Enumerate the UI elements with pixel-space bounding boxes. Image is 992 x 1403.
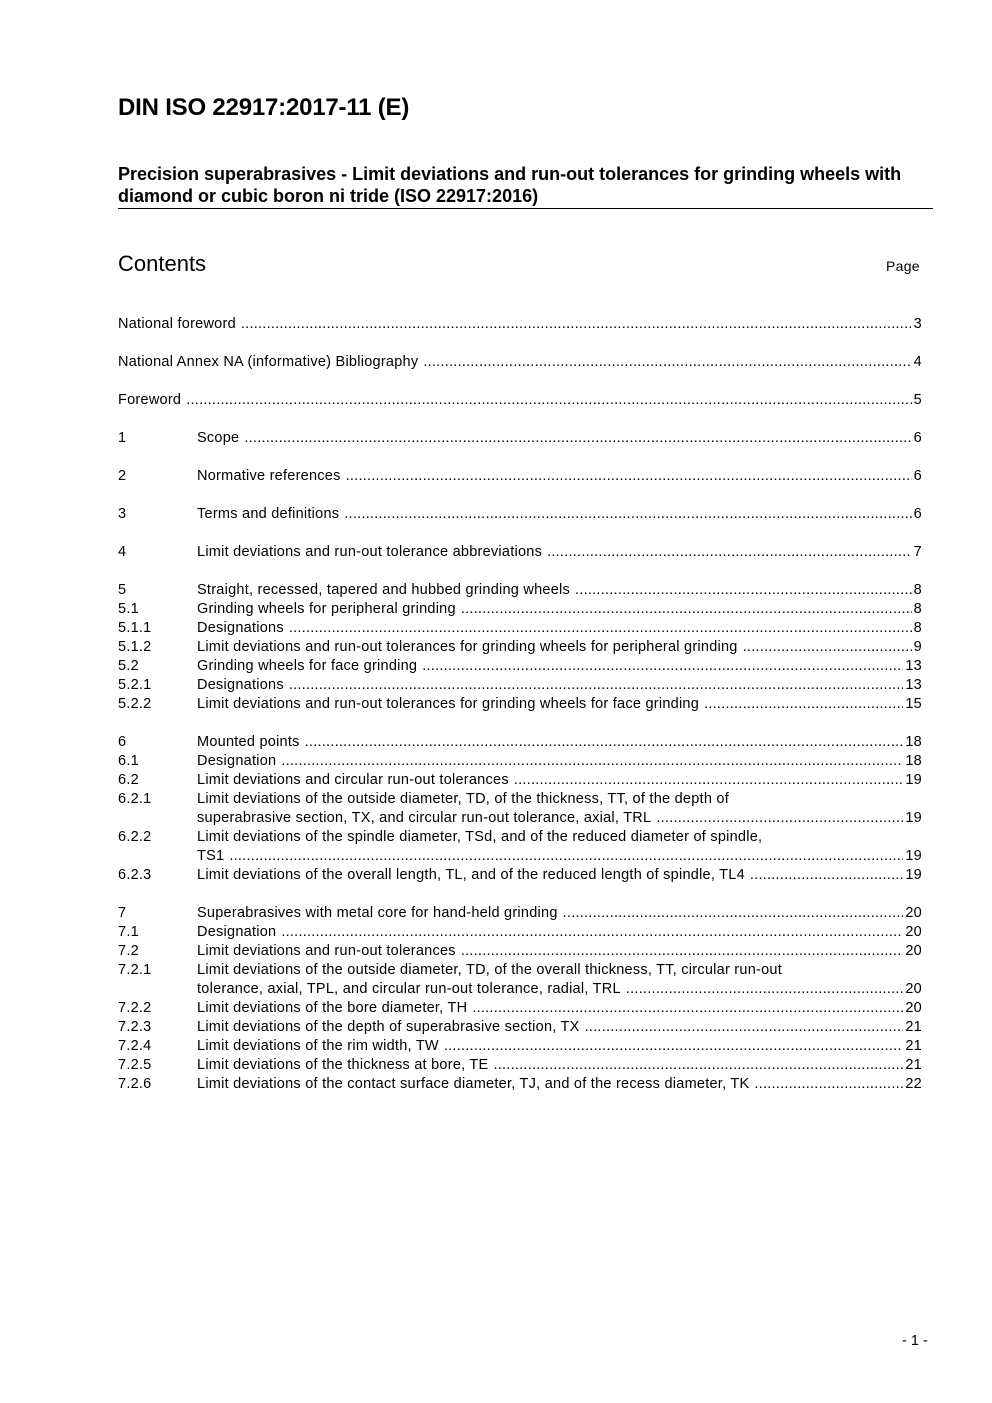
toc-entry-number: 2: [118, 468, 127, 484]
toc-group: [118, 733, 922, 885]
toc-entry-title: Mounted points: [197, 734, 300, 750]
toc-entry-number: 7.2: [118, 943, 139, 959]
toc-entry[interactable]: [118, 1075, 922, 1094]
dot-leader: [241, 315, 912, 334]
toc-entry[interactable]: [118, 790, 922, 828]
toc-entry-title: Limit deviations of the bore diameter, TH: [197, 1000, 468, 1016]
toc-entry-number: 5.2: [118, 658, 139, 674]
toc-entry-page: 20: [905, 1000, 922, 1016]
toc-entry-number: 6.2: [118, 772, 139, 788]
toc-entry-title: Limit deviations of the rim width, TW: [197, 1038, 439, 1054]
toc-group: [118, 505, 922, 524]
toc-entry-title: Limit deviations of the overall length, TL, and of the reduced length of spindle, TL4: [197, 867, 745, 883]
toc-body: [197, 942, 922, 961]
toc-entry-page: 19: [905, 772, 922, 788]
toc-entry-page: 18: [905, 734, 922, 750]
toc-group: [118, 429, 922, 448]
toc-entry-page: 15: [905, 696, 922, 712]
toc-body: [197, 1056, 922, 1075]
toc-entry-title: Designation: [197, 753, 277, 769]
toc-entry-number: 3: [118, 506, 127, 522]
dot-leader: [472, 999, 903, 1018]
toc-group: [118, 315, 922, 334]
toc-entry[interactable]: [118, 315, 922, 334]
toc-body: [197, 1075, 922, 1094]
contents-heading: Contents: [118, 251, 207, 276]
dot-leader: [750, 866, 903, 885]
toc-body: [197, 619, 922, 638]
toc-body: [197, 866, 922, 885]
toc-entry-number: 6.2.2: [118, 829, 152, 845]
dot-leader: [289, 619, 912, 638]
toc-body: [197, 676, 922, 695]
toc-entry[interactable]: [118, 657, 922, 676]
toc-entry-number: 7.2.2: [118, 1000, 152, 1016]
toc-entry-number: 5.2.2: [118, 696, 152, 712]
toc-entry-page: 8: [913, 620, 922, 636]
toc-entry-title: Terms and definitions: [197, 506, 340, 522]
toc-entry-title: Limit deviations of the thickness at bore, TE: [197, 1057, 489, 1073]
toc-body: [197, 733, 922, 752]
toc-entry[interactable]: [118, 505, 922, 524]
toc-group: [118, 467, 922, 486]
toc-entry-number: 6.2.1: [118, 791, 152, 807]
dot-leader: [656, 809, 903, 828]
toc-entry-page: 6: [913, 506, 922, 522]
toc-entry-number: 7.2.5: [118, 1057, 152, 1073]
toc-body: [197, 657, 922, 676]
toc-entry-number: 6: [118, 734, 127, 750]
toc-group: [118, 904, 922, 1094]
toc-entry[interactable]: [118, 733, 922, 752]
toc-entry-title: Limit deviations of the depth of superabrasive section, TX: [197, 1019, 580, 1035]
toc-entry-number: 7: [118, 905, 127, 921]
dot-leader: [281, 923, 903, 942]
document-subtitle: Precision superabrasives - Limit deviations and run-out tolerances for grinding wheels with diamond or cubic boron ni tride (ISO 22917:2016): [118, 163, 933, 209]
dot-leader: [186, 391, 911, 410]
dot-leader: [461, 600, 912, 619]
dot-leader: [305, 733, 904, 752]
toc-entry-title: Limit deviations of the outside diameter, TD, of the thickness, TT, of the depth of: [197, 791, 730, 807]
toc-body: [197, 923, 922, 942]
toc-body: [197, 1037, 922, 1056]
toc-entry-page: 18: [905, 753, 922, 769]
toc-entry[interactable]: [118, 581, 922, 600]
toc-entry-title: National foreword: [118, 316, 236, 332]
toc-entry[interactable]: [118, 353, 922, 372]
toc-entry-page: 20: [905, 981, 922, 997]
toc-body: [197, 1018, 922, 1037]
toc-entry[interactable]: [118, 676, 922, 695]
toc-entry-page: 8: [913, 582, 922, 598]
toc-body: [197, 543, 922, 562]
toc-body: [197, 505, 922, 524]
dot-leader: [547, 543, 912, 562]
toc-entry-number: 5.1.2: [118, 639, 152, 655]
dot-leader: [344, 505, 911, 524]
toc-entry-number: 1: [118, 430, 127, 446]
dot-leader: [461, 942, 904, 961]
toc-entry-page: 21: [905, 1019, 922, 1035]
dot-leader: [514, 771, 904, 790]
toc-entry-page: 19: [905, 810, 922, 826]
toc-entry-number: 7.2.1: [118, 962, 152, 978]
toc-entry-number: 5.1: [118, 601, 139, 617]
toc-body: [118, 391, 922, 410]
dot-leader: [346, 467, 912, 486]
toc-entry-number: 7.2.4: [118, 1038, 152, 1054]
toc-entry-page: 3: [913, 316, 922, 332]
toc-body: [197, 847, 922, 866]
toc-body: [197, 581, 922, 600]
toc-entry-title: Limit deviations and run-out tolerances: [197, 943, 456, 959]
toc-entry-page: 19: [905, 848, 922, 864]
toc-entry-title: Limit deviations and run-out tolerances for grinding wheels for face grinding: [197, 696, 700, 712]
toc-group: [118, 581, 922, 714]
toc-entry-number: 7.2.3: [118, 1019, 152, 1035]
toc-entry[interactable]: [118, 923, 922, 942]
toc-entry[interactable]: [118, 942, 922, 961]
toc-wrap-column: [197, 828, 922, 866]
toc-entry-title: Foreword: [118, 392, 182, 408]
toc-entry-title: Grinding wheels for peripheral grinding: [197, 601, 456, 617]
dot-leader: [289, 676, 904, 695]
toc-entry[interactable]: [118, 771, 922, 790]
toc-entry-title: Limit deviations and circular run-out tolerances: [197, 772, 509, 788]
dot-leader: [743, 638, 912, 657]
toc-entry[interactable]: [118, 999, 922, 1018]
toc-wrap-column: [197, 961, 922, 999]
toc-entry[interactable]: [118, 619, 922, 638]
toc-entry-title-continued: tolerance, axial, TPL, and circular run-out tolerance, radial, TRL: [197, 981, 621, 997]
toc-entry-page: 4: [913, 354, 922, 370]
toc-entry-title: Scope: [197, 430, 240, 446]
toc-group: [118, 543, 922, 562]
toc-entry-title: Limit deviations and run-out tolerance abbreviations: [197, 544, 543, 560]
toc-entry-title-continued: superabrasive section, TX, and circular run-out tolerance, axial, TRL: [197, 810, 652, 826]
toc-entry-number: 7.2.6: [118, 1076, 152, 1092]
toc-body: [197, 904, 922, 923]
toc-entry-number: 5: [118, 582, 127, 598]
toc-entry[interactable]: [118, 429, 922, 448]
toc-entry-page: 21: [905, 1038, 922, 1054]
toc-entry[interactable]: [118, 1056, 922, 1075]
toc-entry-page: 7: [913, 544, 922, 560]
toc-body: [197, 429, 922, 448]
toc-entry[interactable]: [118, 543, 922, 562]
toc-entry[interactable]: [118, 904, 922, 923]
toc-entry[interactable]: [118, 752, 922, 771]
toc-entry-title: Straight, recessed, tapered and hubbed grinding wheels: [197, 582, 571, 598]
toc-body: [197, 638, 922, 657]
dot-leader: [444, 1037, 903, 1056]
toc-entry-page: 13: [905, 677, 922, 693]
dot-leader: [626, 980, 904, 999]
toc-body: [197, 600, 922, 619]
footer-page-number: - 1 -: [902, 1333, 928, 1349]
dot-leader: [281, 752, 903, 771]
toc-entry[interactable]: [118, 1018, 922, 1037]
toc-body: [197, 809, 922, 828]
toc-entry[interactable]: [118, 828, 922, 866]
toc-entry[interactable]: [118, 600, 922, 619]
toc-entry[interactable]: [118, 961, 922, 999]
toc-entry-page: 8: [913, 601, 922, 617]
toc-entry-page: 19: [905, 867, 922, 883]
toc-entry-page: 13: [905, 658, 922, 674]
toc-entry[interactable]: [118, 467, 922, 486]
toc-entry[interactable]: [118, 695, 922, 714]
toc-entry-number: 7.1: [118, 924, 139, 940]
toc-entry-title: Grinding wheels for face grinding: [197, 658, 418, 674]
toc-group: [118, 391, 922, 410]
toc-entry-page: 20: [905, 924, 922, 940]
dot-leader: [244, 429, 911, 448]
toc-body: [197, 467, 922, 486]
dot-leader: [563, 904, 904, 923]
toc-entry-page: 6: [913, 468, 922, 484]
toc-entry-page: 6: [913, 430, 922, 446]
toc-body: [197, 771, 922, 790]
toc-entry-page: 21: [905, 1057, 922, 1073]
toc-entry-title: Limit deviations of the outside diameter, TD, of the overall thickness, TT, circular run-out: [197, 962, 783, 978]
toc-entry-page: 5: [913, 392, 922, 408]
page-column-heading: Page: [886, 258, 920, 274]
toc-entry-title: Designations: [197, 677, 284, 693]
dot-leader: [754, 1075, 903, 1094]
toc-entry[interactable]: [118, 866, 922, 885]
toc-group: [118, 353, 922, 372]
toc-entry-number: 6.2.3: [118, 867, 152, 883]
dot-leader: [493, 1056, 903, 1075]
toc-entry-title: Superabrasives with metal core for hand-held grinding: [197, 905, 558, 921]
toc-body: [197, 752, 922, 771]
dot-leader: [422, 657, 903, 676]
toc-body: [118, 315, 922, 334]
toc-entry-number: 5.1.1: [118, 620, 152, 636]
toc-body: [197, 980, 922, 999]
toc-entry-number: 5.2.1: [118, 677, 152, 693]
dot-leader: [423, 353, 911, 372]
toc-wrap-column: [197, 790, 922, 828]
toc-entry-number: 6.1: [118, 753, 139, 769]
toc-body: [197, 999, 922, 1018]
toc-entry-title: Designations: [197, 620, 284, 636]
toc-body: [118, 353, 922, 372]
toc-entry-page: 20: [905, 943, 922, 959]
toc-body: [197, 695, 922, 714]
toc-entry-title: Limit deviations of the contact surface diameter, TJ, and of the recess diameter, TK: [197, 1076, 750, 1092]
dot-leader: [704, 695, 903, 714]
dot-leader: [229, 847, 903, 866]
toc-entry-title: Limit deviations and run-out tolerances for grinding wheels for peripheral grinding: [197, 639, 738, 655]
toc-entry-title: Limit deviations of the spindle diameter, TSd, and of the reduced diameter of spindle,: [197, 829, 763, 845]
toc-entry[interactable]: [118, 1037, 922, 1056]
toc-entry-title: National Annex NA (informative) Bibliography: [118, 354, 419, 370]
dot-leader: [575, 581, 912, 600]
table-of-contents: [118, 315, 922, 1113]
toc-entry[interactable]: [118, 391, 922, 410]
document-title: DIN ISO 22917:2017-11 (E): [118, 94, 410, 121]
toc-entry-title-continued: TS1: [197, 848, 225, 864]
toc-entry-title: Normative references: [197, 468, 341, 484]
toc-entry-number: 4: [118, 544, 127, 560]
toc-entry-title: Designation: [197, 924, 277, 940]
toc-entry[interactable]: [118, 638, 922, 657]
dot-leader: [585, 1018, 904, 1037]
toc-entry-page: 22: [905, 1076, 922, 1092]
toc-entry-page: 20: [905, 905, 922, 921]
toc-entry-page: 9: [913, 639, 922, 655]
